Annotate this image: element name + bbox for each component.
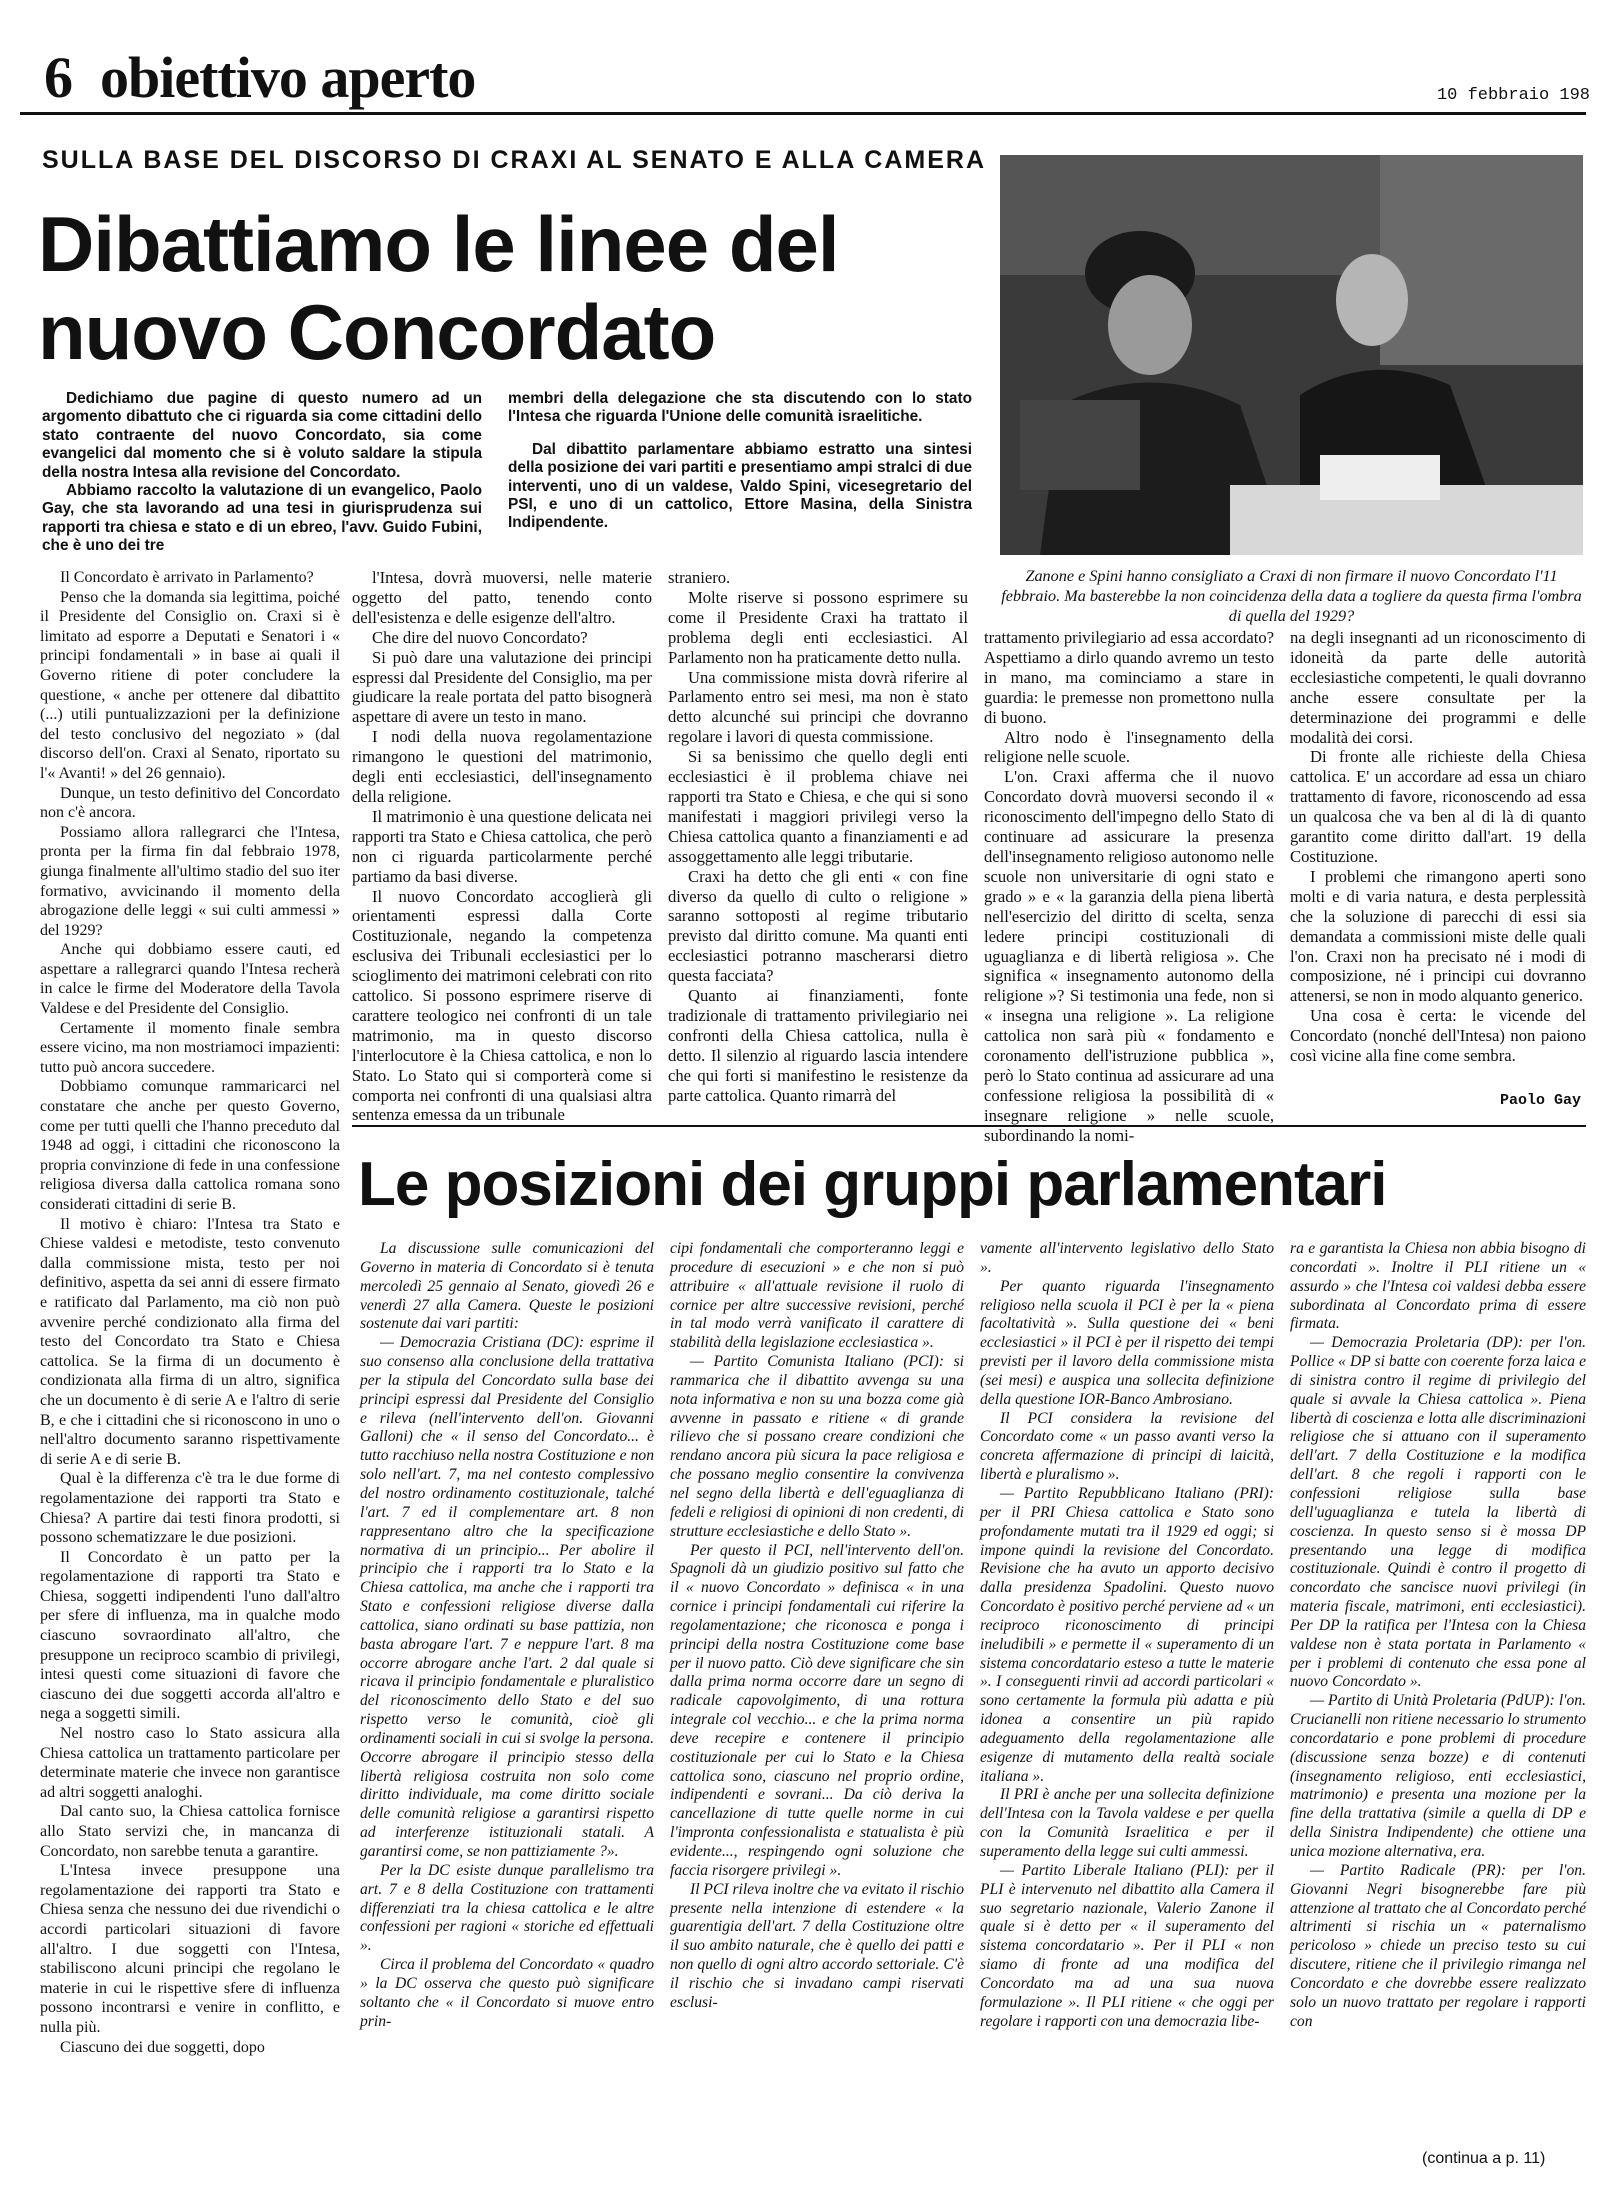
article2-column-3 <box>980 1240 1274 2031</box>
photo-image <box>1000 155 1583 555</box>
section-title: obiettivo aperto <box>100 45 476 110</box>
paragraph: Circa il problema del Concordato « quadro » la DC osserva che questo può significare soltanto che « il Concordato si muove entro prin- <box>360 1956 654 2030</box>
article2-column-2 <box>670 1240 964 2013</box>
paragraph: Dobbiamo comunque rammaricarci nel constatare che anche per questo Governo, come per tutti quelli che l'hanno preceduto dal 1948 ad oggi, i cittadini che riconoscono la propria convinzione di fede in una confessione religiosa diversa dalla cattolica romana sono considerati cittadini di serie B. <box>40 1078 340 1213</box>
paragraph: Possiamo allora rallegrarci che l'Intesa, pronta per la firma fin dal febbraio 1978, giunga finalmente all'ultimo stadio del suo iter formativo, avvicinando il momento della abrogazione delle leggi « sui culti ammessi » del 1929? <box>40 823 340 939</box>
paragraph: Anche qui dobbiamo essere cauti, ed aspettare a rallegrarci quando l'Intesa recherà in calce le firme del Moderatore della Tavola Valdese e del Presidente del Consiglio. <box>40 941 340 1018</box>
paragraph: — Democrazia Proletaria (DP): per l'on. Pollice « DP si batte con coerente forza laica e di sinistra contro il regime di privilegio del quale si avvale la Chiesa cattolica ». Piena libertà di coscienza e lotta alle discriminazioni religiose che si attuano con il superamento dell'art. 7 della Costituzione e la modifica dell'art. 8 che regoli i rapporti con le confessioni religiose sulla base dell'uguaglianza e tutela la libertà di coscienza. In questo senso si è mossa DP presentando una legge di modifica costituzionale. Quindi è contro il progetto di concordato che sancisce nuovi privilegi (in materia fiscale, matrimoni, enti ecclesiastici). Per DP la ratifica per l'Intesa con la Chiesa valdese non è stata portata in Parlamento « per i problemi di contenuto che essa pone al nuovo Concordato ». <box>1290 1334 1586 1691</box>
paragraph: Il Concordato è arrivato in Parlamento? <box>60 569 314 586</box>
article-photo <box>1000 155 1583 555</box>
article-kicker: SULLA BASE DEL DISCORSO DI CRAXI AL SENATO E ALLA CAMERA <box>42 146 986 174</box>
paragraph: Il nuovo Concordato accoglierà gli orientamenti espressi dalla Corte Costituzionale, negando la competenza esclusiva dei Tribunali ecclesiastici per lo scioglimento dei matrimoni celebrati con rito cattolico. Si possono esprimere riserve di carattere teologico nei confronti di un tale matrimonio, ma in questo discorso l'interlocutore è la Chiesa cattolica, e non lo Stato. Lo Stato qui si comporterà come si comporta nei confronti di una qualsiasi altra sentenza emessa da un tribunale <box>352 886 652 1125</box>
paragraph: Dunque, un testo definitivo del Concordato non c'è ancora. <box>40 784 340 822</box>
photo-caption: Zanone e Spini hanno consigliato a Craxi di non firmare il nuovo Concordato l'11 febbraio. Ma basterebbe la non coincidenza della data a togliere da questa firma l'ombra di quella del 1929? <box>1001 567 1582 625</box>
article-column-1 <box>40 568 340 2057</box>
article2-column-4 <box>1290 1240 1586 2031</box>
paragraph: Il PCI rileva inoltre che va evitato il rischio presente nella intenzione di estendere « la guarentigia dell'art. 7 della Costituzione oltre il suo ambito naturale, che è quello dei patti e non quello di ogni altro accordo settoriale. C'è il rischio che si invadano campi riservati esclusi- <box>670 1880 964 2011</box>
article-author: Paolo Gay <box>1500 1092 1582 1109</box>
paragraph: Quanto ai finanziamenti, fonte tradizionale di trattamento privilegiario nei confronti della Chiesa cattolica, nulla è detto. Il silenzio al riguardo lascia intendere che qui forti si manifestino le resistenze da parte cattolica. Quanto rimarrà del <box>668 986 968 1105</box>
paragraph: Si sa benissimo che quello degli enti ecclesiastici è il problema chiave nei rapporti tra Stato e Chiesa, e che qui si sono manifestati i maggiori privilegi verso la Chiesa cattolica quanto a finanziamenti e ad assoggettamento alle leggi tributarie. <box>668 747 968 866</box>
paragraph: — Partito Comunista Italiano (PCI): si rammarica che il dibattito avvenga su una nota informativa e non su una bozza come già avvenne in passato e ritiene « di grande rilievo che si possano creare condizioni che rendano ancora più sicura la pace religiosa e che possano meglio consentire la convivenza nel segno della libertà e dell'eguaglianza di fedeli e religiosi di opinioni di non credenti, di strutture ecclesiastiche e dello Stato ». <box>670 1353 964 1540</box>
paragraph: Per quanto riguarda l'insegnamento religioso nella scuola il PCI è per la « piena facoltatività ». Sulla questione dei « beni ecclesiastici » il PCI è per il rispetto dei tempi previsti per il lavoro della commissione mista (sei mesi) e auspica una sollecita definizione della questione IOR-Banco Ambrosiano. <box>980 1277 1274 1408</box>
section-rule <box>352 1125 1586 1127</box>
paragraph: I nodi della nuova regolamentazione rimangono le questioni del matrimonio, degli enti ecclesiastici, dell'insegnamento della religione. <box>352 727 652 806</box>
paragraph: Penso che la domanda sia legittima, poiché il Presidente del Consiglio on. Craxi si è limitato ad esporre a Deputati e Senatori i « principi fondamentali » in base ai quali il Governo ritiene di poter concludere la questione, « anche per ottenere dal dibattito (...) utili puntualizzazioni per la definizione del testo conclusivo del negoziato » (dal discorso dell'on. Craxi al Senato, riportato su l'« Avanti! » del 26 gennaio). <box>40 588 340 782</box>
paragraph: Dal canto suo, la Chiesa cattolica fornisce allo Stato servizi che, in mancanza di Concordato, non sarebbe tenuta a garantire. <box>40 1803 340 1860</box>
article-column-3 <box>668 568 968 1105</box>
paragraph: — Partito Liberale Italiano (PLI): per il PLI è intervenuto nel dibattito alla Camera il suo segretario nazionale, Valerio Zanone il quale si è detto per « il superamento del sistema concordatario ». Per il PLI « non siamo di fronte ad una modifica del Concordato ma ad una sua nuova formulazione ». Il PLI ritiene « che oggi per regolare i rapporti con una democrazia libe- <box>980 1861 1274 2030</box>
paragraph: L'Intesa invece presuppone una regolamentazione dei rapporti tra Stato e Chiesa senza che nessuno dei due rivendichi o accordi particolari situazioni di favore all'altro. I due soggetti con l'Intesa, stabiliscono alcuni principi che regolano le materie in cui le rispettive sfere di influenza possono incontrarsi e venire in conflitto, e nulla più. <box>40 1862 340 2036</box>
paragraph: L'on. Craxi afferma che il nuovo Concordato dovrà muoversi secondo il « riconoscimento dell'impegno dello Stato di continuare ad assicurare la presenza dell'insegnamento religioso autonomo nelle scuole non universitarie di ogni stato e grado » e « la garanzia della piena libertà nell'esercizio del diritto di scelta, senza ledere principi costituzionali di uguaglianza e di libertà religiosa ». Che significa « insegnamento autonomo della religione »? Si testimonia una fede, non si « insegna una religione ». La religione cattolica non sarà più « fondamento e coronamento dell'istruzione pubblica », però lo Stato continua ad assicurare ad una confessione religiosa la possibilità di « insegnare religione » nelle scuole, subordinando la nomi- <box>984 767 1274 1145</box>
paragraph: Che dire del nuovo Concordato? <box>372 627 588 647</box>
paragraph: Per questo il PCI, nell'intervento dell'on. Spagnoli dà un giudizio positivo sul fatto che il « nuovo Concordato » definisca « in una cornice i principi fondamentali cui riferire la regolamentazione; che riconosca e ponga i principi della nostra Costituzione come base per il nuovo patto. Ciò deve significare che sin dalla prima norma occorre dare un segno di radicale capovolgimento, di una rottura integrale col vecchio... e che la prima norma deve recepire e contenere il principio costituzionale per cui lo Stato e la Chiesa cattolica sono, ciascuno nel proprio ordine, indipendenti e sovrani... Da ciò deriva la cancellazione di tutte quelle norme in cui l'impronta confessionalista e statualista è più evidente..., respingendo ogni soluzione che faccia risorgere privilegi ». <box>670 1541 964 1879</box>
article-headline: Dibattiamo le linee del nuovo Concordato <box>38 200 839 376</box>
article-column-2 <box>352 568 652 1125</box>
paragraph: Di fronte alle richieste della Chiesa cattolica. E' un accordare ad essa un chiaro trattamento di favore, riconoscendo ad essa un qualcosa che va ben al di là di quanto garantito come diritto dall'art. 19 della Costituzione. <box>1290 747 1586 866</box>
paragraph: Craxi ha detto che gli enti « con fine diverso da quello di culto o religione » saranno sottoposti al regime tributario previsto dal diritto comune. Ma quanti enti ecclesiastici potranno mascherarsi dietro questa facciata? <box>668 866 968 986</box>
paragraph: straniero. <box>668 568 731 587</box>
masthead-rule <box>20 112 1586 115</box>
paragraph: — Partito di Unità Proletaria (PdUP): l'on. Crucianelli non ritiene necessario lo strumento concordatario e pone problemi di procedure (discussione senza bozze) e di contenuti (insegnamento religioso, enti ecclesiastici, matrimonio) e presenta una mozione per la fine della trattativa (simile a quella di DP e della Sinistra Indipendente) che ottiene una unica mozione alternativa, era. <box>1290 1692 1586 1860</box>
paragraph: — Democrazia Cristiana (DC): esprime il suo consenso alla conclusione della trattativa per la stipula del Concordato sulla base dei principi espressi dal Presidente del Consiglio e rileva (nell'intervento dell'on. Giovanni Galloni) che « il senso del Concordato... è tutto racchiuso nella nostra Costituzione e non solo nell'art. 7, ma nel contesto complessivo del nostro ordinamento costituzionale, talché l'art. 7 ed il complementare art. 8 non rappresentano altro che la specificazione normativa di un principio... Per abolire il principio che i rapporti tra lo Stato e la Chiesa cattolica, ma anche che i rapporti tra Stato e confessioni religiose diverse dalla cattolica, siano ordinati su base pattizia, non basta abrogare l'art. 7 e neppure l'art. 8 ma occorre abrogare anche l'art. 2 dal quale si ricava il principio fondamentale e pluralistico del riconoscimento dello Stato e del suo rispetto verso le comunità, cioè gli ordinamenti sociali in cui si svolge la persona. Occorre abrogare il principio stesso della libertà religiosa costruita non solo come diritto individuale, ma come diritto sociale delle comunità religiose a garantirsi rispetto ad interferenze istituzionali statali. A garantirsi come, se non pattiziamente ?». <box>360 1334 654 1860</box>
paragraph: — Partito Radicale (PR): per l'on. Giovanni Negri bisognerebbe fare più attenzione al trattato che al Concordato perché altrimenti si rischia un « paternalismo pericoloso » chiede un preciso testo su cui discutere, ritiene che il privilegio rimanga nel Concordato e che dovrebbe essere realizzato solo un nuovo trattato per regolare i rapporti con <box>1290 1861 1586 2030</box>
paragraph: Il PRI è anche per una sollecita definizione dell'Intesa con la Tavola valdese e per quella con la Comunità Israelitica e per il superamento della legge sui culti ammessi. <box>980 1786 1274 1860</box>
continuation-note: (continua a p. 11) <box>1422 2150 1546 2167</box>
paragraph: trattamento privilegiario ad essa accordato? Aspettiamo a dirlo quando avremo un testo in mano, ma cominciamo a stare in guardia: le premesse non promettono nulla di buono. <box>984 628 1274 727</box>
article-column-4 <box>984 628 1274 1146</box>
paragraph: Molte riserve si possono esprimere su come il Presidente Craxi ha trattato il problema degli enti ecclesiastici. Al Parlamento non ha praticamente detto nulla. <box>668 587 968 667</box>
article-intro-col1 <box>42 390 482 556</box>
intro-paragraph: Dedichiamo due pagine di questo numero ad un argomento dibattuto che ci riguarda sia come cittadini dello stato contraente del nuovo Concordato, sia come evangelici dal momento che si è voluto saldare la stipula della nostra Intesa alla revisione del Concordato. <box>42 390 482 481</box>
intro-paragraph: Dal dibattito parlamentare abbiamo estratto una sintesi della posizione dei vari partiti e presentiamo ampi stralci di due interventi, uno di un valdese, Valdo Spini, vicesegretario del PSI, e uno di un cattolico, Ettore Masina, della Sinistra Indipendente. <box>508 440 972 532</box>
paragraph: Il PCI considera la revisione del Concordato come « un passo avanti verso la concreta affermazione di principi di laicità, libertà e pluralismo ». <box>980 1409 1274 1484</box>
paragraph: cipi fondamentali che comporteranno leggi e procedure di esecuzioni » e che non si può attribuire « all'attuale revisione il ruolo di cornice per altre successive revisioni, perché in tal modo verrà vanificato il carattere di stabilità della legislazione ecclesiastica ». <box>670 1240 964 1352</box>
issue-date: 10 febbraio 198 <box>1436 86 1590 105</box>
paragraph: na degli insegnanti ad un riconoscimento di idoneità da parte delle autorità ecclesiastiche competenti, le quali dovranno anche essere consultate per la determinazione dei programmi e delle modalità dei corsi. <box>1290 628 1586 747</box>
masthead <box>30 40 1590 110</box>
paragraph: ra e garantista la Chiesa non abbia bisogno di concordati ». Inoltre il PLI ritiene un « assurdo » che l'Intesa coi valdesi debba essere subordinata al Concordato prima di essere firmata. <box>1290 1240 1586 1333</box>
paragraph: Una cosa è certa: le vicende del Concordato (nonché dell'Intesa) non paiono così vicine alla fine come sembra. <box>1290 1006 1586 1066</box>
paragraph: I problemi che rimangono aperti sono molti e di varia natura, e desta perplessità che la soluzione di parecchi di essi sia demandata a commissioni miste delle quali l'on. Craxi non ha precisato né i modi di composizione, né i principi cui dovranno attenersi, se non in modo alquanto generico. <box>1290 866 1586 1006</box>
paragraph: Nel nostro caso lo Stato assicura alla Chiesa cattolica un trattamento particolare per determinate materie che invece non garantisce ad altri soggetti analoghi. <box>40 1725 340 1801</box>
paragraph: Una commissione mista dovrà riferire al Parlamento entro sei mesi, ma non è stato detto alcunché sui principi che dovranno regolare i lavori di questa commissione. <box>668 667 968 747</box>
article2-column-1 <box>360 1240 654 2031</box>
paragraph: l'Intesa, dovrà muoversi, nelle materie oggetto del patto, tenendo conto dell'esistenza e delle esigenze dell'altro. <box>352 568 652 627</box>
paragraph: Si può dare una valutazione dei principi espressi dal Presidente del Consiglio, ma per giudicare la reale portata del patto bisognerà aspettare di avere un testo in mano. <box>352 647 652 727</box>
paragraph: Il Concordato è un patto per la regolamentazione di rapporti tra Stato e Chiesa, soggetti indipendenti l'uno dall'altro per sfere di influenza, ma in qualche modo ciascuno sovraordinato all'altro, che presuppone un reciproco scambio di privilegi, intesi questi come situazioni di favore che ciascuno dei due soggetti accorda all'altro e nega a soggetti simili. <box>40 1548 340 1723</box>
paragraph: Il matrimonio è una questione delicata nei rapporti tra Stato e Chiesa cattolica, che però non ci riguarda particolarmente perché partiamo da basi diverse. <box>352 806 652 886</box>
article-headline-2: Le posizioni dei gruppi parlamentari <box>358 1150 1387 1219</box>
paragraph: vamente all'intervento legislativo dello Stato ». <box>980 1240 1274 1276</box>
article-intro-col2 <box>508 390 972 533</box>
paragraph: Ciascuno dei due soggetti, dopo <box>60 2038 265 2056</box>
page-number: 6 <box>44 45 73 110</box>
intro-paragraph: Abbiamo raccolto la valutazione di un evangelico, Paolo Gay, che sta lavorando ad una tesi in giurisprudenza sui rapporti tra chiesa e stato e di un ebreo, l'avv. Guido Fubini, che è uno dei tre <box>42 482 482 555</box>
paragraph: Qual è la differenza c'è tra le due forme di regolamentazione dei rapporti tra Stato e Chiesa? A partire dai testi finora prodotti, si possono schematizzare le due posizioni. <box>40 1470 340 1547</box>
intro-paragraph: membri della delegazione che sta discutendo con lo stato l'Intesa che riguarda l'Unione delle comunità israelitiche. <box>508 390 972 426</box>
paragraph: Certamente il momento finale sembra essere vicino, ma non mostriamoci impazienti: tutto può ancora succedere. <box>40 1019 340 1076</box>
paragraph: Altro nodo è l'insegnamento della religione nelle scuole. <box>984 727 1274 767</box>
paragraph: Per la DC esiste dunque parallelismo tra art. 7 e 8 della Costituzione con trattamenti differenziati tra la chiesa cattolica e le altre confessioni per ragioni « storiche ed effettuali ». <box>360 1861 654 1955</box>
article-column-5 <box>1290 628 1586 1066</box>
paragraph: Il motivo è chiaro: l'Intesa tra Stato e Chiese valdesi e metodiste, testo convenuto dalla commissione mista, testo per noi definitivo, aspetta da sei anni di essere firmato e ratificato dal Parlamento, ma ciò non può avvenire perché condizionato alla firma del testo del Concordato tra Stato e Chiesa cattolica. Se la firma di un documento è condizionata alla firma di un altro, significa che un documento è di serie A e l'altro di serie B, e che i cittadini che si riconoscono in uno o nell'altro documento saranno rispettivamente di serie A e di serie B. <box>40 1215 340 1468</box>
paragraph: — Partito Repubblicano Italiano (PRI): per il PRI Chiesa cattolica e Stato sono profondamente mutati tra il 1929 ed oggi; si impone quindi la revisione del Concordato. Revisione che ha avuto un apporto decisivo dalla presidenza Spadolini. Questo nuovo Concordato è positivo perché perviene ad « un reciproco riconoscimento di principi ineludibili » e permette il « superamento di un sistema concordatario esteso a tutte le materie ». I conseguenti rinvii ad accordi particolari « sono certamente la formula più adatta e più idonea a consentire un più rapido adeguamento della regolamentazione alle esigenze di mutamento della realtà sociale italiana ». <box>980 1484 1274 1785</box>
paragraph: La discussione sulle comunicazioni del Governo in materia di Concordato si è tenuta mercoledì 25 gennaio al Senato, giovedì 26 e venerdì 27 alla Camera. Queste le posizioni sostenute dai vari partiti: <box>360 1240 654 1333</box>
